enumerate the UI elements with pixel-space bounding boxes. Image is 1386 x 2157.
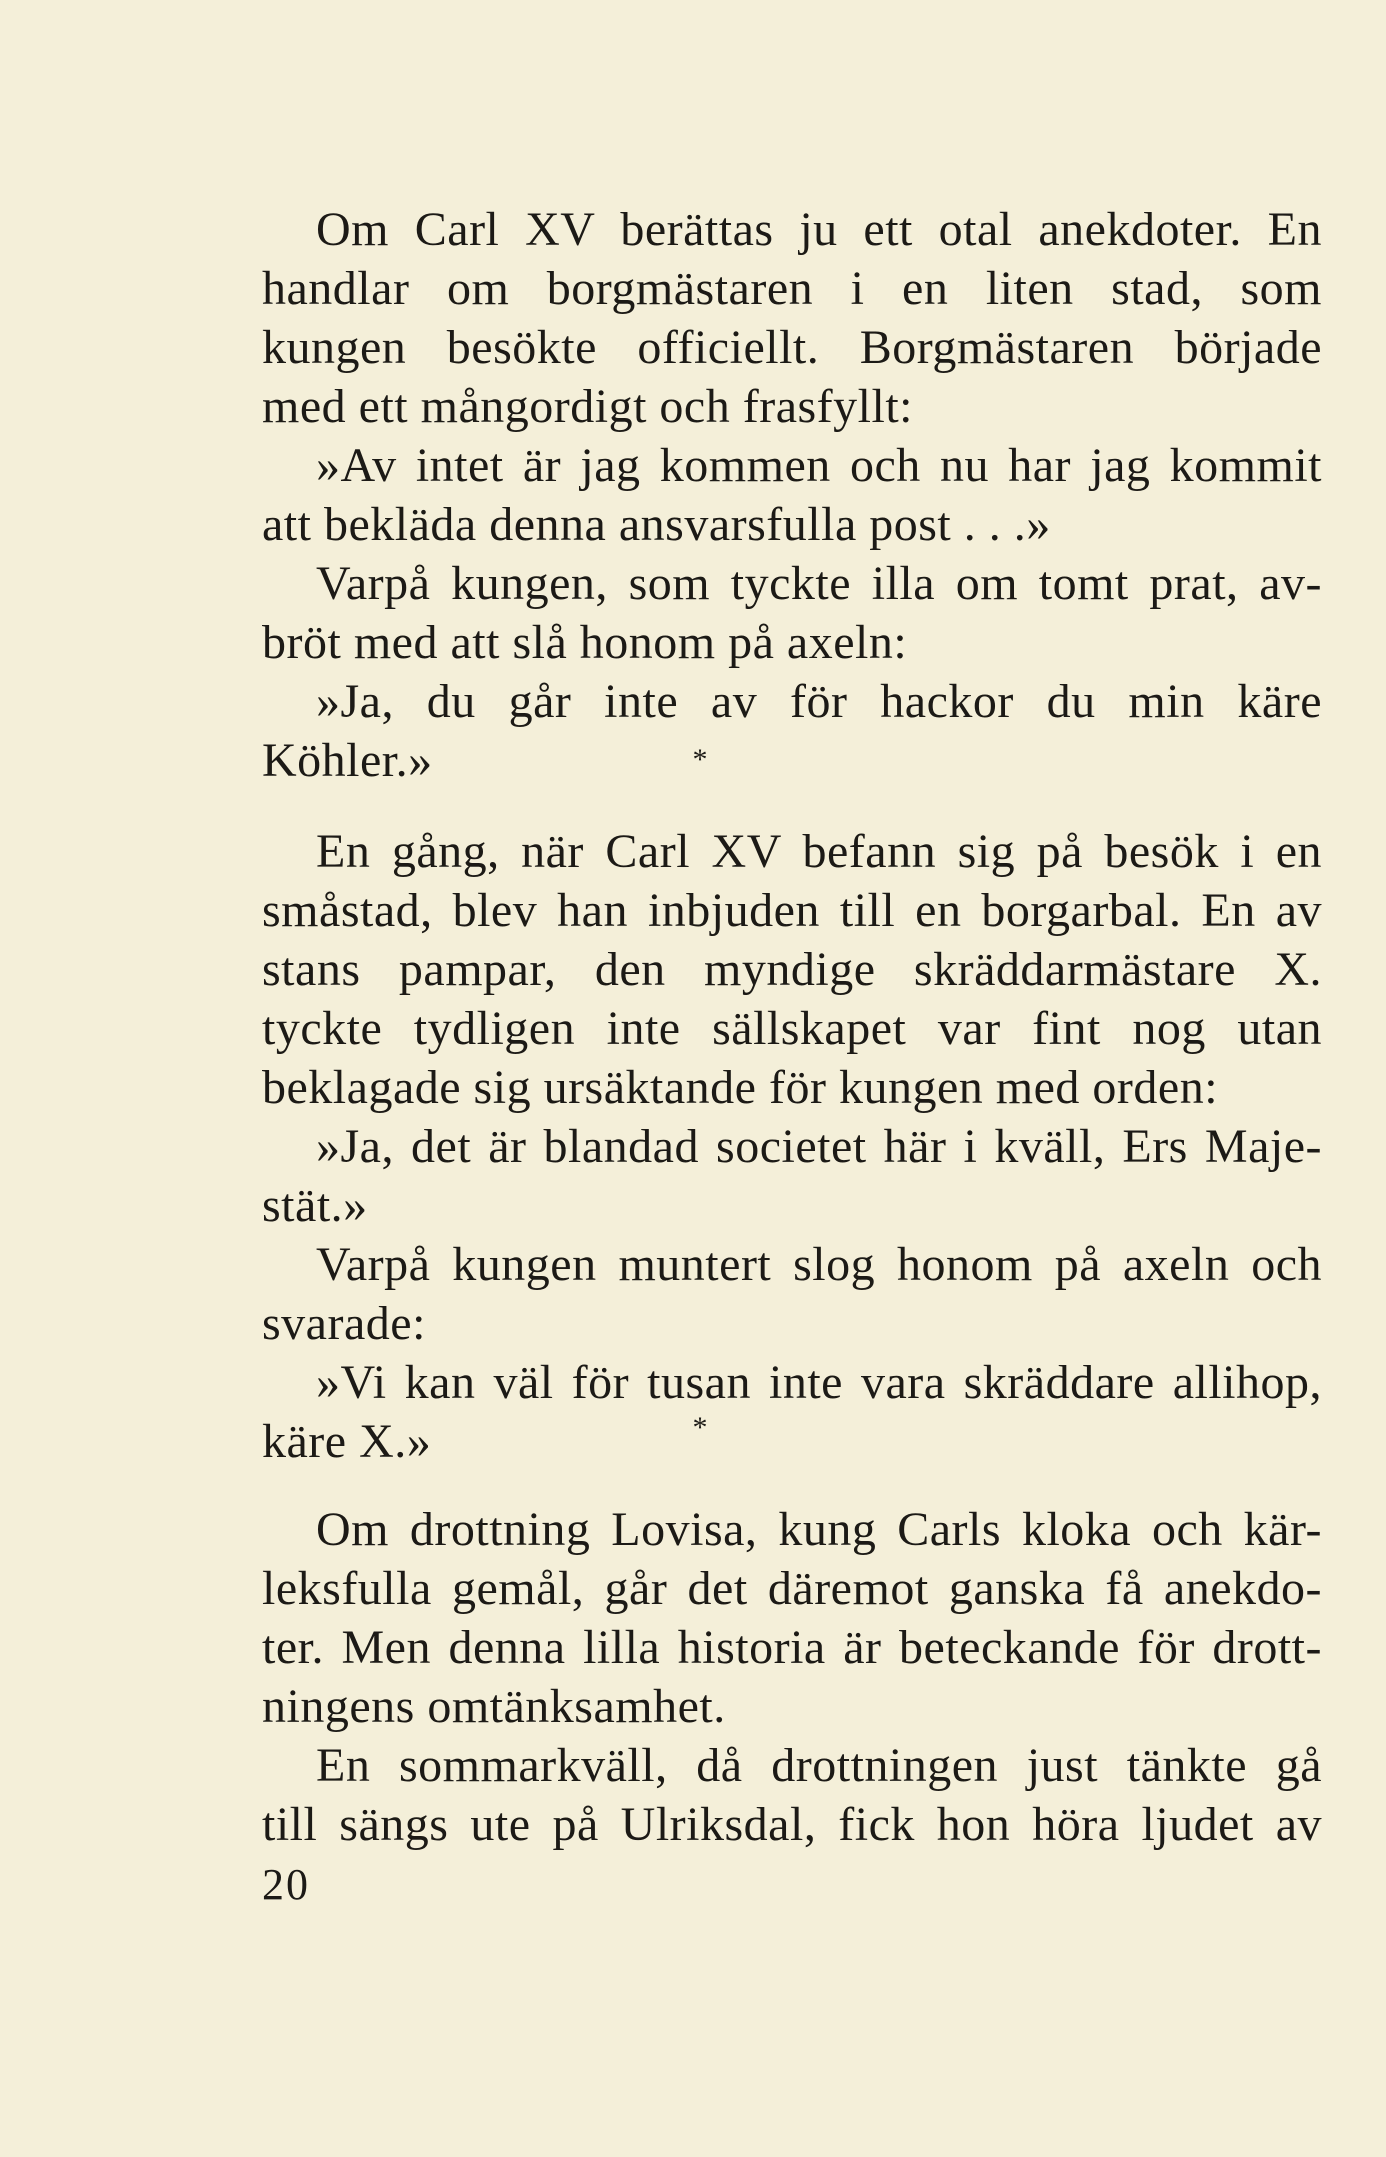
text-line: käre X.» <box>262 1415 432 1468</box>
section-separator-asterisk: * <box>692 743 708 776</box>
text-line: handlar om borgmästaren i en liten stad, som <box>262 262 1322 315</box>
text-line: leksfulla gemål, går det däremot ganska få anekdo- <box>262 1562 1322 1615</box>
text-line: Om Carl XV berättas ju ett otal anekdoter. En <box>316 203 1322 256</box>
text-line: småstad, blev han inbjuden till en borgarbal. En av <box>262 884 1322 937</box>
text-line: Varpå kungen muntert slog honom på axeln och <box>316 1238 1322 1291</box>
text-line: Om drottning Lovisa, kung Carls kloka och kär- <box>316 1503 1322 1556</box>
text-line: Köhler.» <box>262 734 433 787</box>
text-line: En gång, när Carl XV befann sig på besök i en <box>316 825 1322 878</box>
section-carl-xv-borgarbal <box>262 822 1322 1471</box>
text-line: till sängs ute på Ulriksdal, fick hon höra ljudet av <box>262 1798 1322 1851</box>
section-separator-asterisk: * <box>692 1411 708 1444</box>
text-line: med ett mångordigt och frasfyllt: <box>262 380 913 433</box>
text-line: »Ja, det är blandad societet här i kväll, Ers Maje- <box>316 1120 1322 1173</box>
text-line: Varpå kungen, som tyckte illa om tomt prat, av- <box>316 557 1322 610</box>
text-line: »Av intet är jag kommen och nu har jag kommit <box>316 439 1322 492</box>
text-line: svarade: <box>262 1297 426 1350</box>
text-line: kungen besökte officiellt. Borgmästaren började <box>262 321 1322 374</box>
text-line: beklagade sig ursäktande för kungen med orden: <box>262 1061 1219 1114</box>
text-line: att bekläda denna ansvarsfulla post . . .» <box>262 498 1051 551</box>
text-line: ningens omtänksamhet. <box>262 1680 726 1733</box>
text-line: En sommarkväll, då drottningen just tänkte gå <box>316 1739 1322 1792</box>
page-number: 20 <box>262 1860 310 1909</box>
text-line: »Vi kan väl för tusan inte vara skräddare allihop, <box>316 1356 1322 1409</box>
section-drottning-lovisa <box>262 1500 1322 1854</box>
text-line: bröt med att slå honom på axeln: <box>262 616 908 669</box>
text-line: tyckte tydligen inte sällskapet var fint nog utan <box>262 1002 1322 1055</box>
text-line: ter. Men denna lilla historia är beteckande för drott- <box>262 1621 1322 1674</box>
text-line: stät.» <box>262 1179 368 1232</box>
section-carl-xv-borgmastaren <box>262 200 1322 790</box>
text-line: stans pampar, den myndige skräddarmästare X. <box>262 943 1322 996</box>
text-line: »Ja, du går inte av för hackor du min käre <box>316 675 1322 728</box>
